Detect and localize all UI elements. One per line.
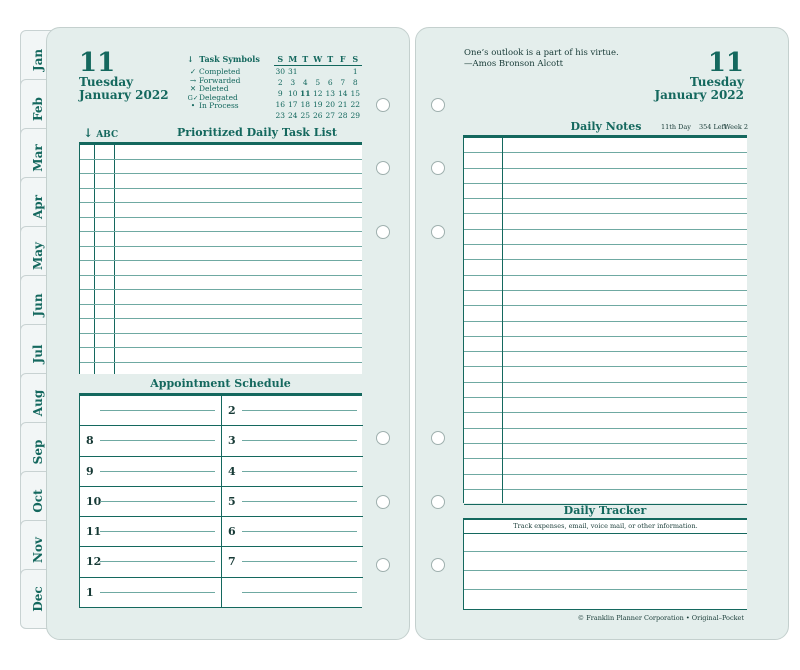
- date-cell: [299, 66, 312, 77]
- task-row[interactable]: [80, 290, 362, 305]
- weekday-cell: T: [302, 54, 309, 64]
- footer-credit: © Franklin Planner Corporation • Original–Pocket: [577, 614, 744, 622]
- date-cell: 7: [340, 78, 346, 87]
- task-row[interactable]: [80, 174, 362, 189]
- date-cell: 9: [277, 89, 283, 98]
- date-cell: 13: [325, 89, 336, 98]
- tab-label: Oct: [31, 489, 45, 513]
- appointment-slot[interactable]: [222, 578, 363, 608]
- down-arrow-icon: ↓: [83, 126, 94, 140]
- task-row[interactable]: [80, 218, 362, 233]
- hour-label: 2: [228, 404, 236, 417]
- bullet-icon: •: [190, 101, 196, 111]
- calendar-week: [274, 88, 362, 99]
- task-row[interactable]: [80, 145, 362, 160]
- task-row[interactable]: [80, 305, 362, 320]
- hour-label: 10: [86, 494, 102, 508]
- task-row[interactable]: [80, 203, 362, 218]
- task-row[interactable]: [80, 276, 362, 291]
- calendar-weekdays: [274, 54, 362, 66]
- task-list-title: Prioritized Daily Task List: [177, 126, 337, 139]
- day-of-year: 11th Day: [661, 123, 691, 131]
- calendar-week: [274, 77, 362, 88]
- binder-hole: [431, 161, 445, 175]
- task-row[interactable]: [80, 160, 362, 175]
- date-cell: 10: [287, 89, 298, 98]
- tab-label: Jun: [31, 293, 45, 317]
- date-cell: 24: [287, 111, 298, 120]
- date-cell: 8: [352, 78, 358, 87]
- date-cell: 27: [325, 111, 336, 120]
- left-page: [46, 27, 410, 640]
- date-cell: 21: [337, 100, 348, 109]
- delegated-icon: G✓: [187, 93, 199, 102]
- tab-label: Jul: [31, 344, 45, 364]
- abc-header: [83, 126, 118, 140]
- date-cell: [312, 66, 325, 77]
- appointment-schedule: [79, 393, 362, 608]
- date-cell: 16: [275, 100, 286, 109]
- date-cell: 6: [327, 78, 333, 87]
- tab-label: Aug: [31, 389, 45, 417]
- calendar-week: [274, 110, 362, 121]
- x-icon: ✕: [189, 84, 197, 94]
- daily-quote: [464, 48, 619, 69]
- month-year: January 2022: [654, 88, 744, 102]
- day-number: 11: [707, 48, 744, 78]
- binder-hole: [376, 161, 390, 175]
- binder-hole: [376, 225, 390, 239]
- down-arrow-icon: ↓: [187, 54, 194, 64]
- task-symbols-label: Task Symbols: [199, 54, 260, 64]
- right-page: [415, 27, 789, 640]
- date-cell: 15: [350, 89, 361, 98]
- tab-label: Sep: [31, 439, 45, 465]
- date-cell: 26: [312, 111, 323, 120]
- date-cell: 5: [315, 78, 321, 87]
- tab-label: Dec: [31, 586, 45, 612]
- task-symbols-title: [187, 54, 260, 64]
- task-row[interactable]: [80, 348, 362, 363]
- appointment-slot[interactable]: [80, 457, 221, 487]
- weekday-cell: S: [277, 54, 284, 64]
- weekday-cell: S: [352, 54, 359, 64]
- abc-label: ABC: [96, 130, 119, 140]
- task-row[interactable]: [80, 319, 362, 334]
- weekday-cell: T: [327, 54, 334, 64]
- date-cell: 14: [337, 89, 348, 98]
- date-cell: 22: [350, 100, 361, 109]
- date-cell: 3: [290, 78, 296, 87]
- week-number: Week 2: [724, 123, 748, 131]
- date-cell: 28: [337, 111, 348, 120]
- date-cell: 12: [312, 89, 323, 98]
- hour-label: 6: [228, 525, 236, 539]
- appointment-slot[interactable]: [222, 426, 363, 456]
- weekday-cell: W: [313, 54, 323, 64]
- date-cell: 17: [287, 100, 298, 109]
- tab-label: May: [31, 241, 45, 271]
- date-cell: 30: [275, 67, 286, 76]
- hour-label: 5: [228, 494, 236, 508]
- appointment-slot[interactable]: [80, 517, 221, 547]
- date-cell: [337, 66, 350, 77]
- binder-hole: [376, 495, 390, 509]
- date-cell: [324, 66, 337, 77]
- binder-hole: [431, 225, 445, 239]
- task-row[interactable]: [80, 189, 362, 204]
- appointment-slot[interactable]: [222, 487, 363, 517]
- hour-label: 8: [86, 434, 94, 448]
- appointment-slot[interactable]: [222, 547, 363, 577]
- legend-label: Completed: [199, 67, 241, 76]
- tab-label: Mar: [31, 144, 45, 172]
- quote-author: —Amos Bronson Alcott: [464, 58, 564, 69]
- date-cell: 2: [277, 78, 283, 87]
- daily-notes-table[interactable]: [463, 135, 747, 503]
- task-list-table[interactable]: [79, 142, 362, 374]
- weekday-cell: F: [339, 54, 346, 64]
- date-cell: 20: [325, 100, 336, 109]
- appointment-slot[interactable]: [80, 487, 221, 517]
- check-icon: ✓: [189, 67, 197, 76]
- task-row[interactable]: [80, 334, 362, 349]
- appointment-slot[interactable]: [80, 578, 221, 608]
- appointment-schedule-title: Appointment Schedule: [150, 377, 291, 390]
- date-cell: 4: [302, 78, 308, 87]
- mini-calendar: [274, 54, 362, 121]
- quote-text: One’s outlook is a part of his virtue.: [464, 48, 619, 58]
- calendar-week: [274, 66, 362, 77]
- appointment-slot[interactable]: [80, 426, 221, 456]
- legend-label: Deleted: [199, 84, 229, 94]
- date-cell: 18: [300, 100, 311, 109]
- task-row[interactable]: [80, 261, 362, 276]
- daily-notes-title: Daily Notes: [570, 120, 642, 133]
- days-left: 354 Left: [699, 123, 727, 131]
- binder-hole: [431, 495, 445, 509]
- weekday: Tuesday: [79, 75, 134, 89]
- binder-hole: [376, 558, 390, 572]
- legend-label: Delegated: [199, 92, 238, 102]
- appointment-slot[interactable]: [222, 517, 363, 547]
- task-row[interactable]: [80, 232, 362, 247]
- legend-label: In Process: [199, 101, 239, 111]
- binder-hole: [376, 98, 390, 112]
- calendar-week: [274, 99, 362, 110]
- weekday: Tuesday: [689, 75, 744, 89]
- date-cell: 31: [287, 67, 298, 76]
- task-symbols-legend: [187, 68, 240, 111]
- binder-hole: [376, 431, 390, 445]
- task-row[interactable]: [80, 247, 362, 262]
- date-cell: 19: [312, 100, 323, 109]
- appointment-column-left: [80, 396, 221, 608]
- weekday-cell: M: [288, 54, 298, 64]
- hour-label: 12: [86, 555, 102, 569]
- daily-tracker-title: Daily Tracker: [563, 504, 647, 517]
- tracker-subtitle: Track expenses, email, voice mail, or other information.: [513, 522, 698, 530]
- hour-label: 3: [228, 434, 236, 448]
- appointment-slot[interactable]: [80, 547, 221, 577]
- legend-label: Forwarded: [199, 75, 241, 85]
- appointment-column-right: [222, 396, 363, 608]
- tab-label: Feb: [31, 97, 45, 121]
- day-number: 11: [79, 48, 116, 78]
- appointment-slot[interactable]: [222, 396, 363, 426]
- appointment-slot[interactable]: [80, 396, 221, 426]
- date-cell: 29: [350, 111, 361, 120]
- binder-hole: [431, 431, 445, 445]
- hour-label: 1: [86, 585, 94, 599]
- date-cell: 23: [275, 111, 286, 120]
- hour-label: 11: [86, 525, 102, 539]
- month-year: January 2022: [79, 88, 169, 102]
- appointment-slot[interactable]: [222, 457, 363, 487]
- tab-label: Jan: [31, 48, 45, 72]
- arrow-right-icon: →: [189, 75, 197, 85]
- tab-label: Nov: [31, 537, 45, 563]
- date-cell: 25: [300, 111, 311, 120]
- today-date-cell: 11: [300, 89, 311, 98]
- daily-tracker[interactable]: [463, 518, 747, 610]
- hour-label: 4: [228, 464, 236, 478]
- tab-label: Apr: [31, 194, 45, 220]
- binder-hole: [431, 558, 445, 572]
- date-cell: 1: [352, 67, 358, 76]
- binder-hole: [431, 98, 445, 112]
- hour-label: 9: [86, 464, 94, 478]
- hour-label: 7: [228, 555, 236, 569]
